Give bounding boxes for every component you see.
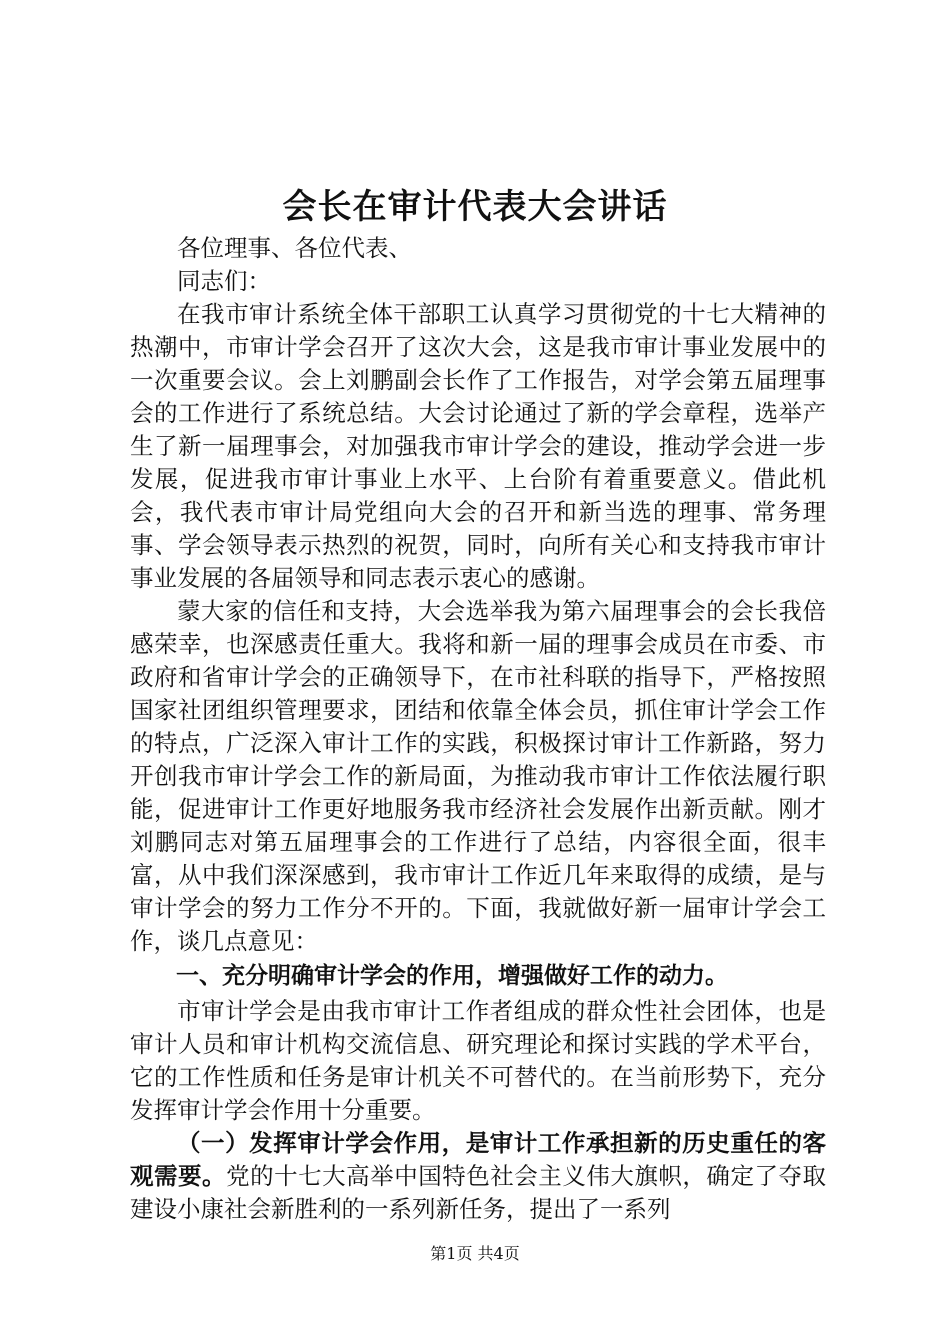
paragraph-opening: 在我市审计系统全体干部职工认真学习贯彻党的十七大精神的热潮中，市审计学会召开了这次大会，这是我市审计事业发展中的一次重要会议。会上刘鹏副会长作了工作报告，对学会第五届理事会的工作进行了系统总结。大会讨论通过了新的学会章程，选举产生了新一届理事会，对加强我市审计学会的建设，推动学会进一步发展，促进我市审计事业上水平、上台阶有着重要意义。借此机会，我代表市审计局党组向大会的召开和新当选的理事、常务理事、学会领导表示热烈的祝贺，同时，向所有关心和支持我市审计事业发展的各届领导和同志表示衷心的感谢。 [130,300,826,592]
page-number: 第1页 共4页 [430,1244,520,1263]
salutation-line-2: 同志们： [177,267,271,295]
paragraph-election: 蒙大家的信任和支持，大会选举我为第六届理事会的会长我倍感荣幸，也深感责任重大。我将和新一届的理事会成员在市委、市政府和省审计学会的正确领导下，在市社科联的指导下，严格按照国家社团组织管理要求，团结和依靠全体会员，抓住审计学会工作的特点，广泛深入审计工作的实践，积极探讨审计工作新路，努力开创我市审计学会工作的新局面，为推动我市审计工作依法履行职能，促进审计工作更好地服务我市经济社会发展作出新贡献。刚才刘鹏同志对第五届理事会的工作进行了总结，内容很全面，很丰富，从中我们深深感到，我市审计工作近几年来取得的成绩，是与审计学会的努力工作分不开的。下面，我就做好新一届审计学会工作，谈几点意见： [130,597,826,955]
subsection-1-text: 党的十七大高举中国特色社会主义伟大旗帜，确定了夺取建设小康社会新胜利的一系列新任务，提出了一系列 [130,1162,827,1223]
paragraph-subsection-1 [130,1127,826,1226]
subsection-heading-1: （一）发挥审计学会作用，是审计工作承担新的历史重任的客观需要。 [130,1129,826,1190]
document-title: 会长在审计代表大会讲话 [282,187,668,227]
salutation-line-1: 各位理事、各位代表、 [177,234,412,262]
paragraph-society-role: 市审计学会是由我市审计工作者组成的群众性社会团体，也是审计人员和审计机构交流信息、研究理论和探讨实践的学术平台，它的工作性质和任务是审计机关不可替代的。在当前形势下，充分发挥审计学会作用十分重要。 [130,997,826,1124]
section-heading-1: 一、充分明确审计学会的作用，增强做好工作的动力。 [176,963,728,989]
document-body [130,232,826,1226]
